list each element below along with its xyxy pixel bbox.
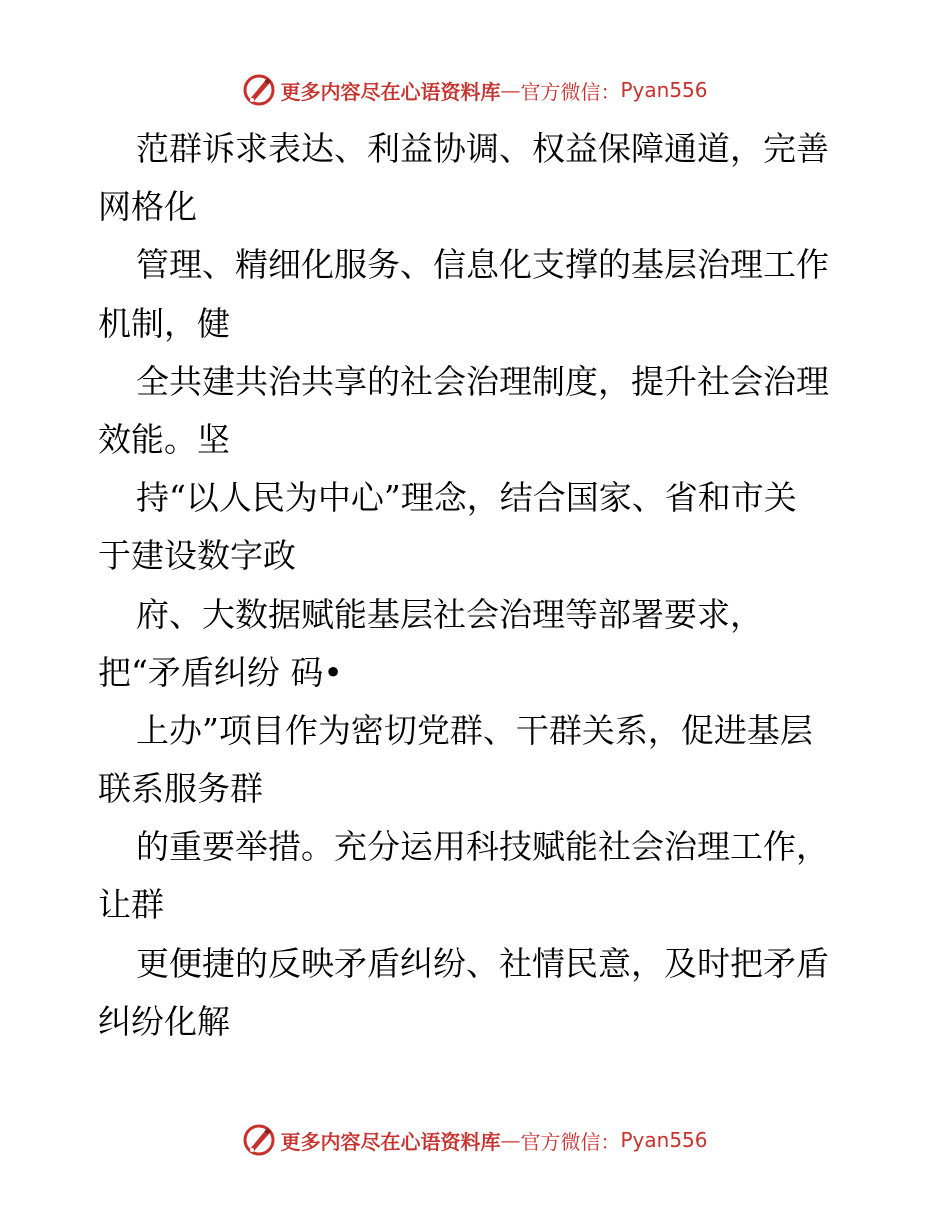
body-line: 持“以人民为中心”理念，结合国家、省和市关 [136, 478, 797, 518]
body-line: 上办”项目作为密切党群、干群关系，促进基层 [136, 710, 813, 750]
body-line: 于建设数字政 [98, 536, 296, 576]
body-line: 全共建共治共享的社会治理制度，提升社会治理 [136, 361, 829, 401]
watermark-handle: Pyan556 [620, 78, 708, 102]
pen-logo-icon [242, 73, 276, 107]
body-line: 网格化 [98, 187, 197, 227]
body-line: 效能。坚 [98, 419, 230, 459]
body-line: 纠纷化解 [98, 1001, 230, 1041]
watermark-dash: — [500, 1128, 521, 1152]
body-line: 管理、精细化服务、信息化支撑的基层治理工作 [136, 245, 829, 285]
body-line: 联系服务群 [98, 769, 263, 809]
watermark-label: 更多内容尽在心语资料库 [280, 79, 501, 104]
body-line: 机制，健 [98, 303, 230, 343]
body-line: 府、大数据赋能基层社会治理等部署要求， [136, 594, 763, 634]
watermark-handle: Pyan556 [620, 1128, 708, 1152]
footer-watermark [0, 1122, 950, 1158]
header-watermark [0, 72, 950, 108]
body-line: 的重要举措。充分运用科技赋能社会治理工作， [136, 827, 829, 867]
body-line: 把“矛盾纠纷 码• [98, 652, 343, 692]
document-body [98, 120, 858, 1051]
pen-logo-icon [242, 1123, 276, 1157]
watermark-label: 更多内容尽在心语资料库 [280, 1129, 501, 1154]
body-line: 更便捷的反映矛盾纠纷、社情民意，及时把矛盾 [136, 943, 829, 983]
body-line: 让群 [98, 885, 164, 925]
watermark-dash: — [500, 78, 521, 102]
body-line: 范群诉求表达、利益协调、权益保障通道，完善 [136, 129, 829, 168]
watermark-suffix: 官方微信： [520, 79, 621, 104]
watermark-suffix: 官方微信： [520, 1129, 621, 1154]
